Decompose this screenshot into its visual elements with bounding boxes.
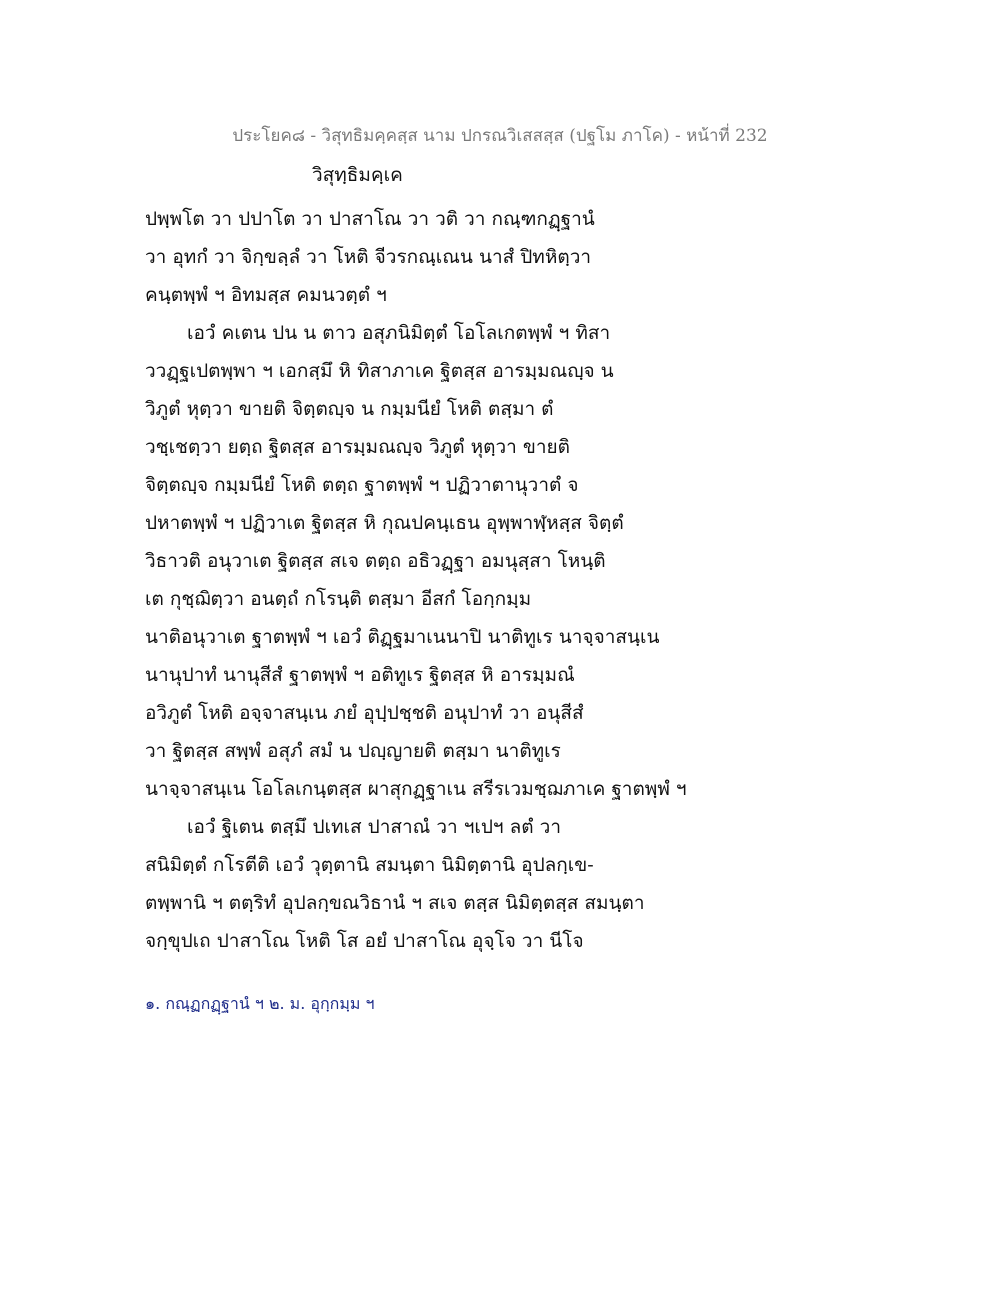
- text-line: จิตฺตญฺจ กมฺมนียํ โหติ ตตฺถ ฐาตพฺพํ ฯ ปฏิวาตานุวาตํ จ: [145, 474, 579, 496]
- text-line: จกฺขุปเถ ปาสาโณ โหติ โส อยํ ปาสาโณ อุจฺโจ วา นีโจ: [145, 930, 584, 952]
- text-line: คนฺตพฺพํ ฯ อิทมสฺส คมนวตฺตํ ฯ: [145, 284, 387, 306]
- page-header: ประโยค๘ - วิสุทธิมคฺคสฺส นาม ปกรณวิเสสสฺส (ปฐโม ภาโค) - หน้าที่ 232: [232, 126, 768, 146]
- text-line: วิภูตํ หุตฺวา ขายติ จิตฺตญฺจ น กมฺมนียํ โหติ ตสฺมา ตํ: [145, 398, 554, 420]
- text-line: ววฏฺฐเปตพฺพา ฯ เอกสฺมึ หิ ทิสาภาเค ฐิตสฺส อารมฺมณญฺจ น: [145, 360, 614, 382]
- text-line: นาจฺจาสนฺเน โอโลเกนฺตสฺส ผาสุกฏฺฐาเน สรีรเวมชฺฌภาเค ฐาตพฺพํ ฯ: [145, 778, 687, 800]
- text-line: ปพฺพโต วา ปปาโต วา ปาสาโณ วา วติ วา กณฺฑกฏฺฐานํ: [145, 208, 595, 230]
- text-line: วิธาวติ อนุวาเต ฐิตสฺส สเจ ตตฺถ อธิวฏฺฐา อมนุสฺสา โหนฺติ: [145, 550, 606, 572]
- section-title: วิสุทฺธิมคฺเค: [312, 164, 403, 186]
- text-line: วา อุทกํ วา จิกฺขลฺลํ วา โหติ จีวรกณฺเณน นาสํ ปิทหิตฺวา: [145, 246, 592, 268]
- text-line: อวิภูตํ โหติ อจฺจาสนฺเน ภยํ อุปฺปชฺชติ อนุปาทํ วา อนุสีสํ: [145, 702, 584, 724]
- paragraph-start-line: เอวํ คเตน ปน น ตาว อสุภนิมิตฺตํ โอโลเกตพฺพํ ฯ ทิสา: [187, 322, 611, 344]
- text-line: นานุปาทํ นานุสีสํ ฐาตพฺพํ ฯ อติทูเร ฐิตสฺส หิ อารมฺมณํ: [145, 664, 575, 686]
- text-line: เต กุชฺฌิตฺวา อนตฺถํ กโรนฺติ ตสฺมา อีสกํ โอกฺกมฺม: [145, 588, 532, 610]
- text-line: วชฺเชตฺวา ยตฺถ ฐิตสฺส อารมฺมณญฺจ วิภูตํ หุตฺวา ขายติ: [145, 436, 571, 458]
- footnote: ๑. กณฺฏกฏฺฐานํ ฯ ๒. ม. อุกฺกมฺม ฯ: [145, 994, 375, 1013]
- text-line: ปหาตพฺพํ ฯ ปฏิวาเต ฐิตสฺส หิ กุณปคนฺเธน อุพฺพาฬฺหสฺส จิตฺตํ: [145, 512, 624, 534]
- paragraph-start-line: เอวํ ฐิเตน ตสฺมึ ปเทเส ปาสาณํ วา ฯเปฯ ลตํ วา: [187, 816, 561, 838]
- text-line: สนิมิตฺตํ กโรตีติ เอวํ วุตฺตานิ สมนฺตา นิมิตฺตานิ อุปลกฺเข-: [145, 854, 594, 876]
- text-line: ตพฺพานิ ฯ ตตฺริทํ อุปลกฺขณวิธานํ ฯ สเจ ตสฺส นิมิตฺตสฺส สมนฺตา: [145, 892, 645, 914]
- text-line: นาติอนุวาเต ฐาตพฺพํ ฯ เอวํ ติฏฺฐมาเนนาปิ นาติทูเร นาจฺจาสนฺเน: [145, 626, 660, 648]
- text-line: วา ฐิตสฺส สพฺพํ อสุภํ สมํ น ปญฺญายติ ตสฺมา นาติทูเร: [145, 740, 561, 762]
